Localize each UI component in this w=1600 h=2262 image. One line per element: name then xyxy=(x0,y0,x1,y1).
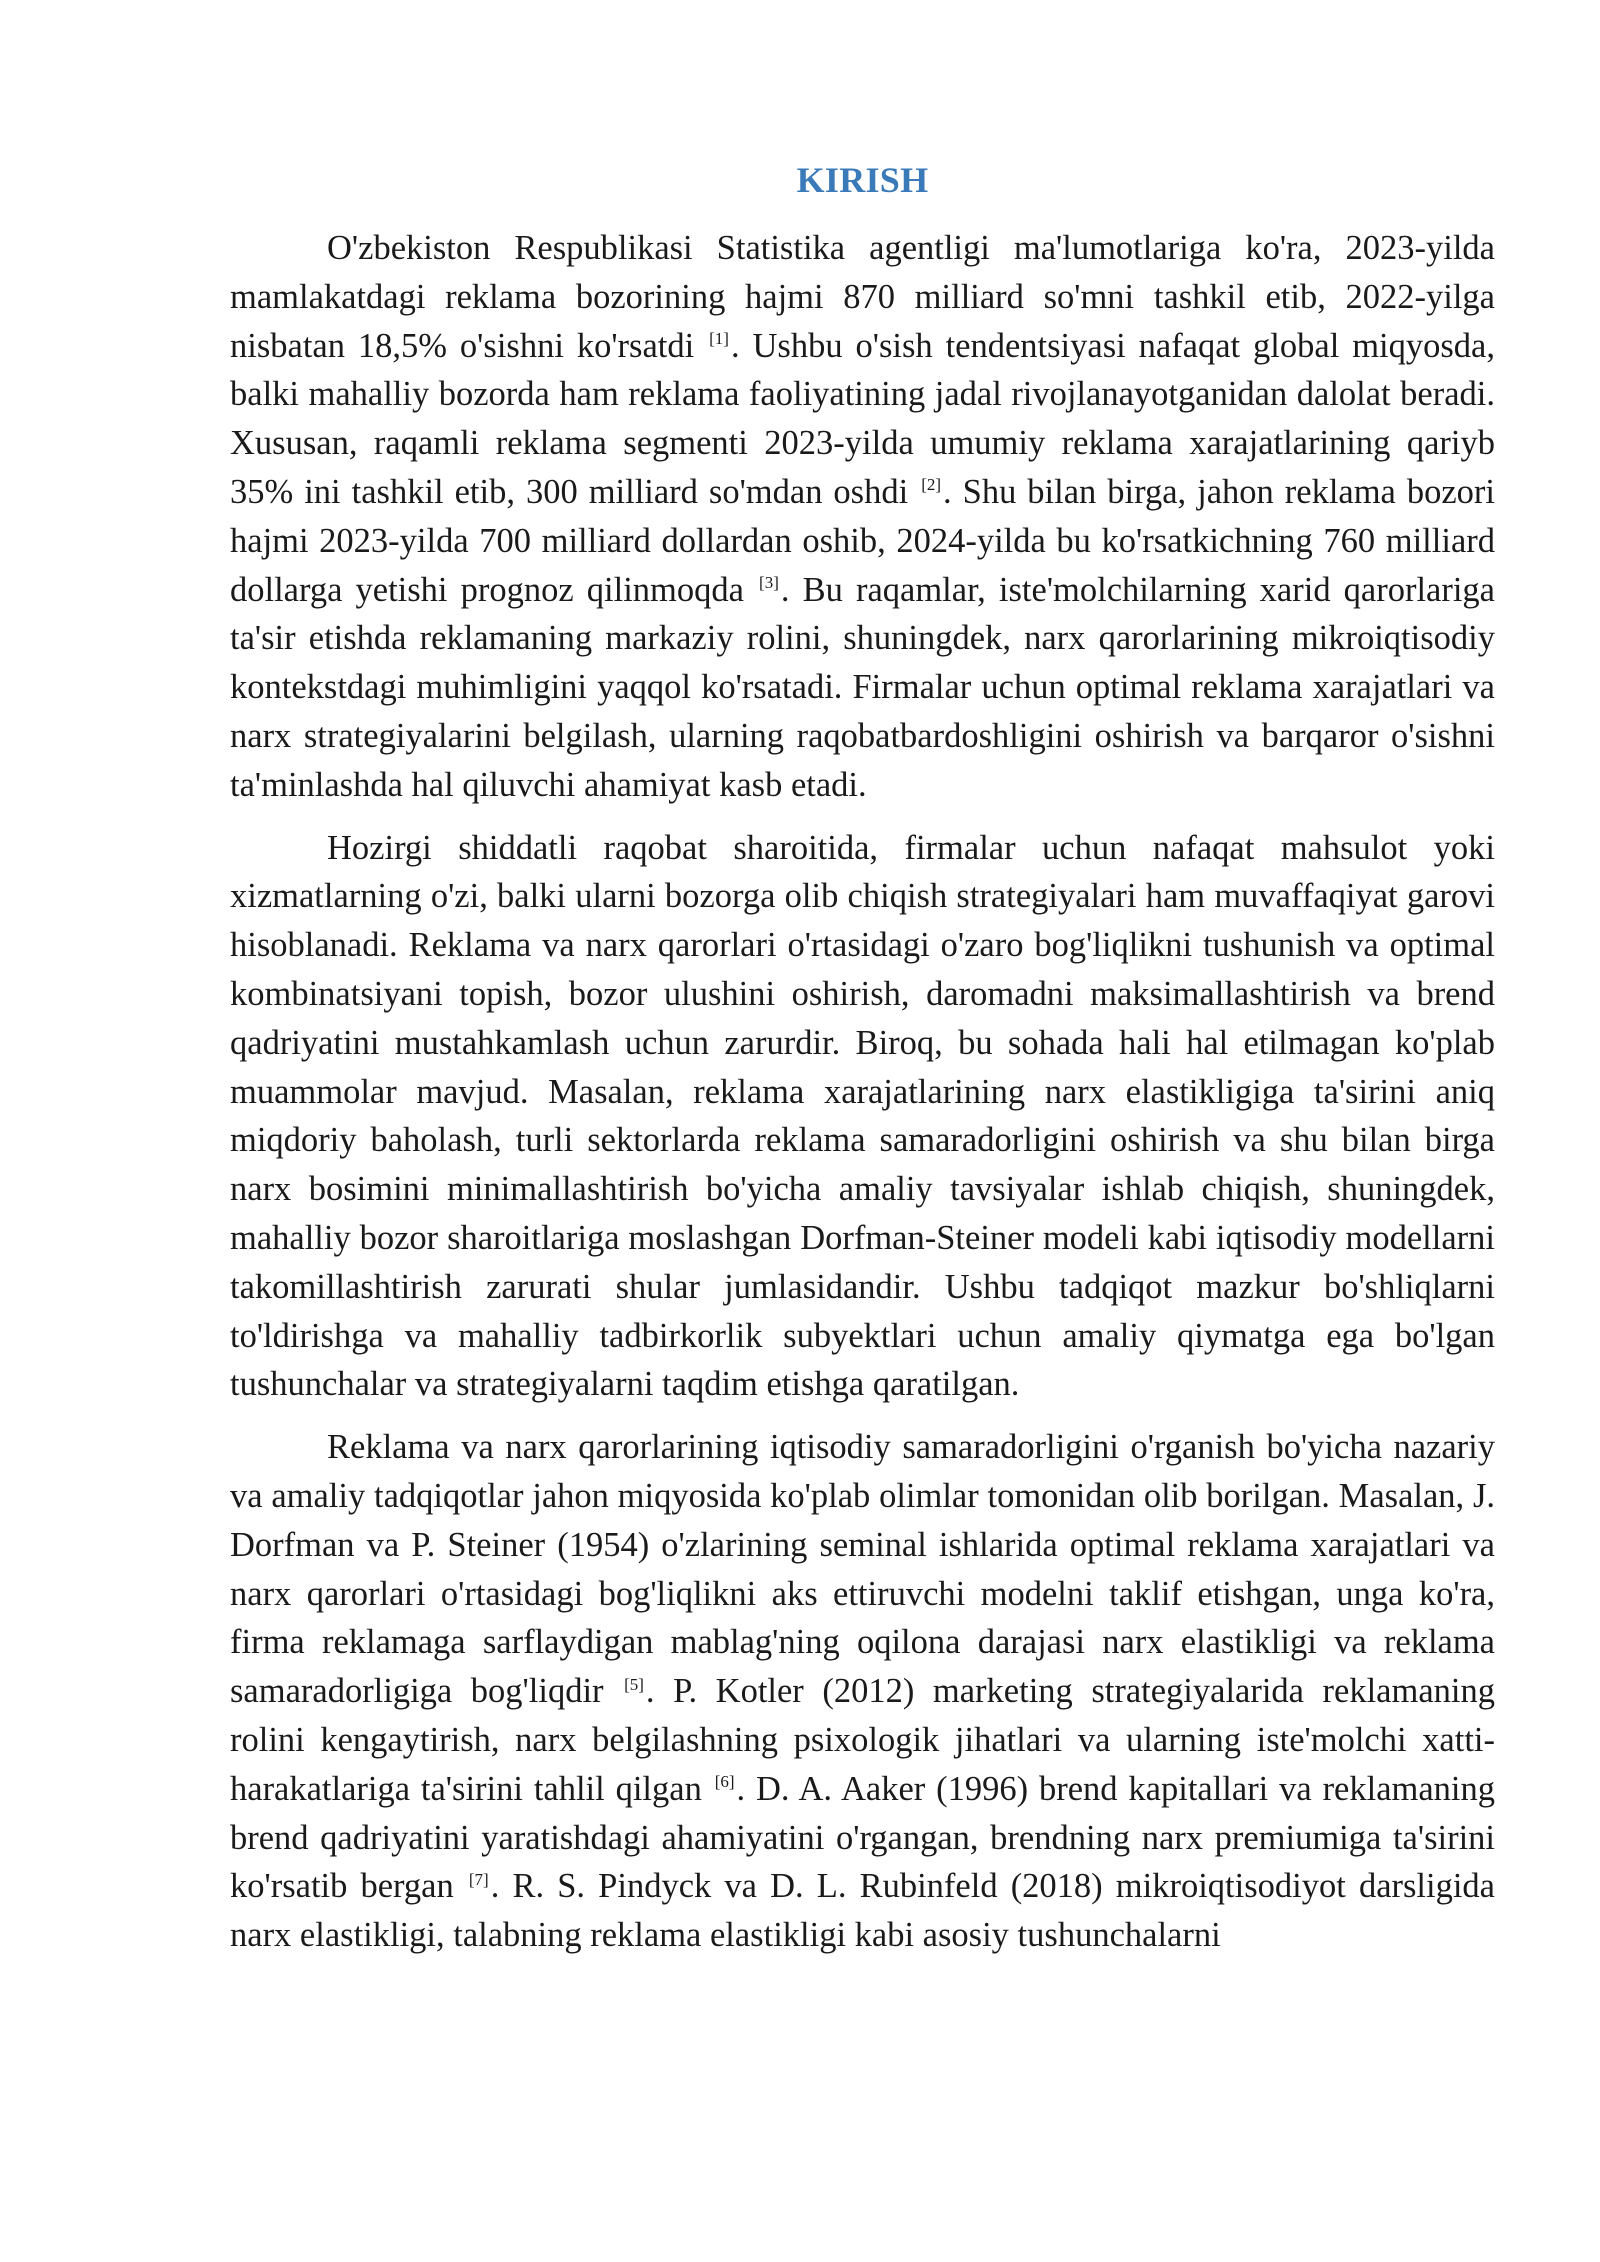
paragraph xyxy=(230,824,1495,1410)
paragraph xyxy=(230,224,1495,810)
paragraph xyxy=(230,1423,1495,1960)
citation-reference: [5] xyxy=(624,1674,644,1694)
citation-reference: [1] xyxy=(709,329,729,349)
citation-reference: [6] xyxy=(714,1772,735,1792)
paragraph-list xyxy=(230,224,1495,1960)
citation-reference: [3] xyxy=(759,573,779,593)
document-body xyxy=(230,150,1495,1974)
paragraph-text: . R. S. Pindyck va D. L. Rubinfeld (2018) mikroiqtisodiyot darsligida narx elastikligi, talabning reklama elastikligi kabi asosiy tushunchalarni xyxy=(230,1867,1495,1955)
paragraph-text: . D. A. Aaker (1996) brend kapitallari va reklamaning brend qadriyatini yaratishdagi ahamiyatini o'rgangan, brendning narx premiumiga ta'sirini ko'rsatib bergan xyxy=(230,1769,1495,1906)
paragraph-text: Hozirgi shiddatli raqobat sharoitida, firmalar uchun nafaqat mahsulot yoki xizmatlarning o'zi, balki ularni bozorga olib chiqish strategiyalari ham muvaffaqiyat garovi hisoblanadi. Reklama va narx qarorlari o'rtasidagi o'zaro bog'liqlikni tushunish va optimal kombinatsiyani topish, bozor ulushini oshirish, daromadni maksimallashtirish va brend qadriyatini mustahkamlash uchun zarurdir. Biroq, bu sohada hali hal etilmagan ko'plab muammolar mavjud. Masalan, reklama xarajatlarining narx elastikligiga ta'sirini aniq miqdoriy baholash, turli sektorlarda reklama samaradorligini oshirish va shu bilan birga narx bosimini minimallashtirish bo'yicha amaliy tavsiyalar ishlab chiqish, shuningdek, mahalliy bozor sharoitlariga moslashgan Dorfman-Steiner modeli kabi iqtisodiy modellarni takomillashtirish zarurati shular jumlasidandir. Ushbu tadqiqot mazkur bo'shliqlarni to'ldirishga va mahalliy tadbirkorlik subyektlari uchun amaliy qiymatga ega bo'lgan tushunchalar va strategiyalarni taqdim etishga qaratilgan. xyxy=(230,828,1495,1404)
citation-reference: [2] xyxy=(921,475,942,495)
paragraph-text: . Bu raqamlar, iste'molchilarning xarid qarorlariga ta'sir etishda reklamaning markaziy rolini, shuningdek, narx qarorlarining mikroiqtisodiy kontekstdagi muhimligini yaqqol ko'rsatadi. Firmalar uchun optimal reklama xarajatlari va narx strategiyalarini belgilash, ularning raqobatbardoshligini oshirish va barqaror o'sishni ta'minlashda hal qiluvchi ahamiyat kasb etadi. xyxy=(230,570,1495,804)
paragraph-text: . P. Kotler (2012) marketing strategiyalarida reklamaning rolini kengaytirish, narx belgilashning psixologik jihatlari va ularning iste'molchi xatti-harakatlariga ta'sirini tahlil qilgan xyxy=(230,1672,1495,1808)
paragraph-text: Reklama va narx qarorlarining iqtisodiy samaradorligini o'rganish bo'yicha nazariy va amaliy tadqiqotlar jahon miqyosida ko'plab olimlar tomonidan olib borilgan. Masalan, J. Dorfman va P. Steiner (1954) o'zlarining seminal ishlarida optimal reklama xarajatlari va narx qarorlari o'rtasidagi bog'liqlikni aks ettiruvchi modelni taklif etishgan, unga ko'ra, firma reklamaga sarflaydigan mablag'ning oqilona darajasi narx elastikligi va reklama samaradorligiga bog'liqdir xyxy=(230,1428,1495,1711)
citation-reference: [7] xyxy=(468,1869,489,1889)
paragraph-text: O'zbekiston Respublikasi Statistika agentligi ma'lumotlariga ko'ra, 2023-yilda mamlakatdagi reklama bozorining hajmi 870 milliard so'mni tashkil etib, 2022-yilga nisbatan 18,5% o'sishni ko'rsatdi xyxy=(230,229,1495,365)
page-title: KIRISH xyxy=(796,160,929,200)
paragraph-text: . Shu bilan birga, jahon reklama bozori hajmi 2023-yilda 700 milliard dollardan oshib, 2024-yilda bu ko'rsatkichning 760 milliard dollarga yetishi prognoz qilinmoqda xyxy=(230,472,1495,609)
paragraph-text: . Ushbu o'sish tendentsiyasi nafaqat global miqyosda, balki mahalliy bozorda ham reklama faoliyatining jadal rivojlanayotganidan dalolat beradi. Xususan, raqamli reklama segmenti 2023-yilda umumiy reklama xarajatlarining qariyb 35% ini tashkil etib, 300 milliard so'mdan oshdi xyxy=(230,326,1495,511)
